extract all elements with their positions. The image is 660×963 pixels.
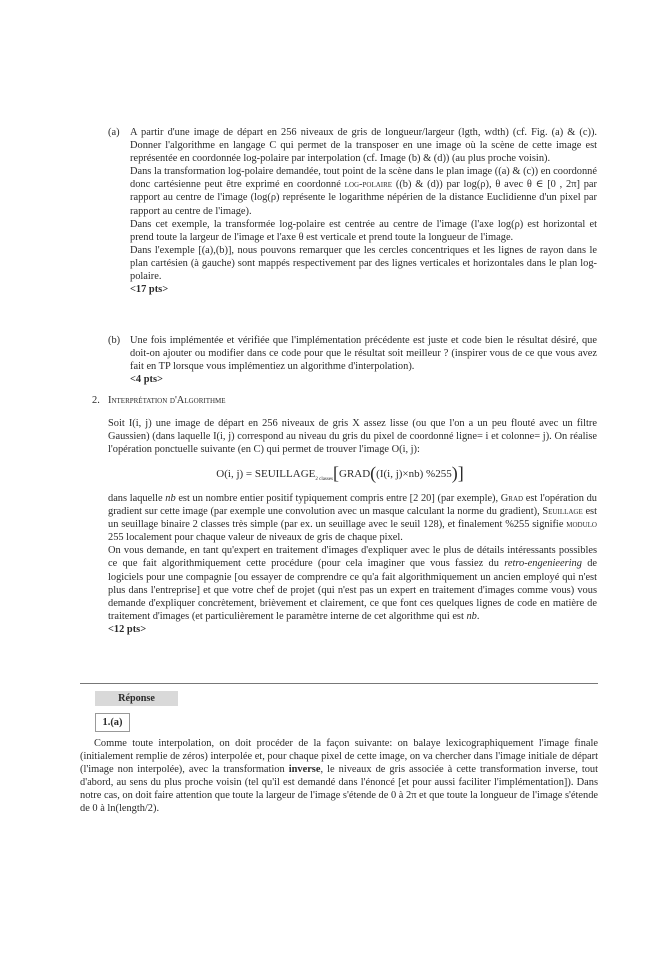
q1a-paragraph-4: Dans l'exemple [(a),(b)], nous pouvons remarquer que les cercles concentriques et les lignes de rayon dans le plan cartésien (à gauche) sont mappés respectivement par des lignes verticales et horizontales dans le plan log-polaire.: [130, 244, 597, 283]
question-1b: [130, 334, 597, 386]
q2-p2-d: est un seuillage binaire 2 classes très simple (par ex. un seuillage avec le seuil 128), et finalement %255 signifie: [108, 506, 597, 531]
q1a-paragraph-3: Dans cet exemple, la transformée log-polaire est centrée au centre de l'image (l'axe log(ρ) est horizontal et prend toute la largeur de l'image et l'axe θ est verticale et prend toute la longueur de l'image.: [130, 218, 597, 243]
q2-paragraph-1: Soit I(i, j) une image de départ en 256 niveaux de gris X assez lisse (ou que l'on a un peu flouté avec un filtre Gaussien) (dans laquelle I(i, j) correspond au niveau du gris du pixel de coordonné ligne= i et colonne= j). On réalise l'opération ponctuelle suivante (en C) qui permet de trouver l'image O(i, j):: [108, 418, 597, 456]
horizontal-rule: [80, 683, 598, 684]
q2-p3-nb: nb: [466, 610, 477, 622]
q2-p2-modulo: modulo: [566, 519, 597, 531]
q1a-paragraph-2: [130, 165, 597, 217]
q2-paragraph-3: [108, 544, 597, 623]
q2-p2-grad: Grad: [500, 493, 524, 504]
q2-p3-a: On vous demande, en tant qu'expert en traitement d'images d'expliquer avec le plus de détails intéressants possibles ce que fait algorithmiquement cette procédure (pour cela imaginer que vous fassiez du: [108, 545, 597, 570]
answer-bold: inverse: [288, 764, 321, 776]
q2-p2-seuillage: Seuillage: [542, 506, 583, 518]
section-2-body: [108, 492, 597, 636]
q2-p3-retro: retro-engenieering: [504, 558, 582, 570]
item-label-b: (b): [108, 335, 121, 346]
formula-subscript: 2 classes: [315, 477, 333, 483]
item-label-a: (a): [108, 127, 120, 138]
q2-p2-c: est l'opération du gradient sur cette image (par exemple une convolution avec un masque calculant la norme du gradient),: [108, 493, 597, 518]
section-2-number: 2.: [92, 395, 100, 406]
q1a-points: <17 pts>: [130, 284, 169, 296]
answer-heading: Réponse: [95, 691, 178, 706]
q1a-p2-text: Dans la transformation log-polaire demandée, tout point de la scène dans le plan image ((a) & (c)) en coordonné donc cartésienne peut être exprimé en coordonné: [130, 166, 597, 191]
formula-inner: (I(i, j)×nb) %255: [376, 468, 452, 480]
q1a-paragraph-1: A partir d'une image de départ en 256 niveaux de gris de longueur/largeur (lgth, wdth) (cf. Fig. (a) & (c)). Donner l'algorithme en langage C qui permet de la transposer en une image où la scène de cette image est représentée en coordonnée log-polaire par interpolation (cf. Image (b) & (d)) (au plus proche voisin).: [130, 127, 597, 165]
q1b-points: <4 pts>: [130, 374, 163, 386]
answer-tag: 1.(a): [95, 713, 130, 732]
q2-p3-c: .: [476, 610, 480, 622]
q1a-p2-text-end: ((b) & (d)) par log(ρ), θ avec θ ∈ [0 , 2π] par rapport au centre de l'image (log(ρ) représente le logarithme népérien de la distance Euclidienne d'un pixel par rapport au centre de l'image).: [130, 179, 597, 217]
answer-paragraph: [80, 737, 598, 816]
formula-lhs: O(i, j) = SEUILLAGE: [216, 468, 316, 480]
q2-p2-b: est un nombre entier positif typiquement compris entre [2 20] (par exemple),: [175, 493, 501, 504]
q1b-text: Une fois implémentée et vérifiée que l'implémentation précédente est juste et code bien le résultat désiré, que doit-on ajouter ou modifier dans ce code pour que le résultat soit meilleur ? (inspirer vous de ce que vous avez fait en TP lorsque vous implémentiez un algorithme d'interpolation).: [130, 335, 597, 373]
q2-p3-b: de logiciels pour une compagnie [ou essayer de comprendre ce qu'a fait algorithmiquement un ancien employé qui n'est plus dans l'entreprise] et que votre chef de projet (qui n'est pas un expert en traitement d'images comme vous) vous demande d'expliquer concrètement, brièvement et clairement, ce que font ces quelques lignes de code en matière de traitement d'images (et particulièrement le paramètre interne de cet algorithme qui est: [108, 558, 597, 622]
q2-p2-a: dans laquelle: [108, 493, 166, 504]
section-2-intro: [108, 417, 597, 456]
q1a-p2-smallcaps: log-polaire: [344, 179, 393, 191]
answer-text-a: Comme toute interpolation, on doit procéder de la façon suivante: on balaye lexicographiquement l'image finale (initialement remplie de zéros) interpolée et, pour chaque pixel de cette image, on va chercher dans l'image initiale de départ (l'image non interpolée), avec la transformation: [80, 738, 598, 776]
formula: O(i, $j) = SEUILLAGE_{2 classes}[GRAD((I(i$, j)×nb) %255)]: [216, 463, 464, 483]
question-1a: [130, 126, 597, 296]
section-2-title: Interprétation d'Algorithme: [108, 395, 226, 406]
q2-points: <12 pts>: [108, 623, 147, 635]
answer-body: [80, 737, 598, 816]
answer-text-b: , le niveaux de gris associée à cette transformation inverse, tout d'abord, au sens du plus proche voisin (tel qu'il est demandé dans l'énoncé [et pour aussi faciliter l'implémentation]). Dans notre cas, on doit faire attention que toute la largeur de l'image s'étende de 0 à 2π et que toute la longueur de l'image s'étende de 0 à ln(length/2).: [80, 764, 598, 815]
q2-paragraph-2: [108, 492, 597, 544]
formula-grad: GRAD: [339, 468, 371, 480]
q2-p2-nb: nb: [165, 493, 176, 504]
q2-p2-e: 255 localement pour chaque valeur de niveaux de gris de chaque pixel.: [108, 532, 403, 544]
